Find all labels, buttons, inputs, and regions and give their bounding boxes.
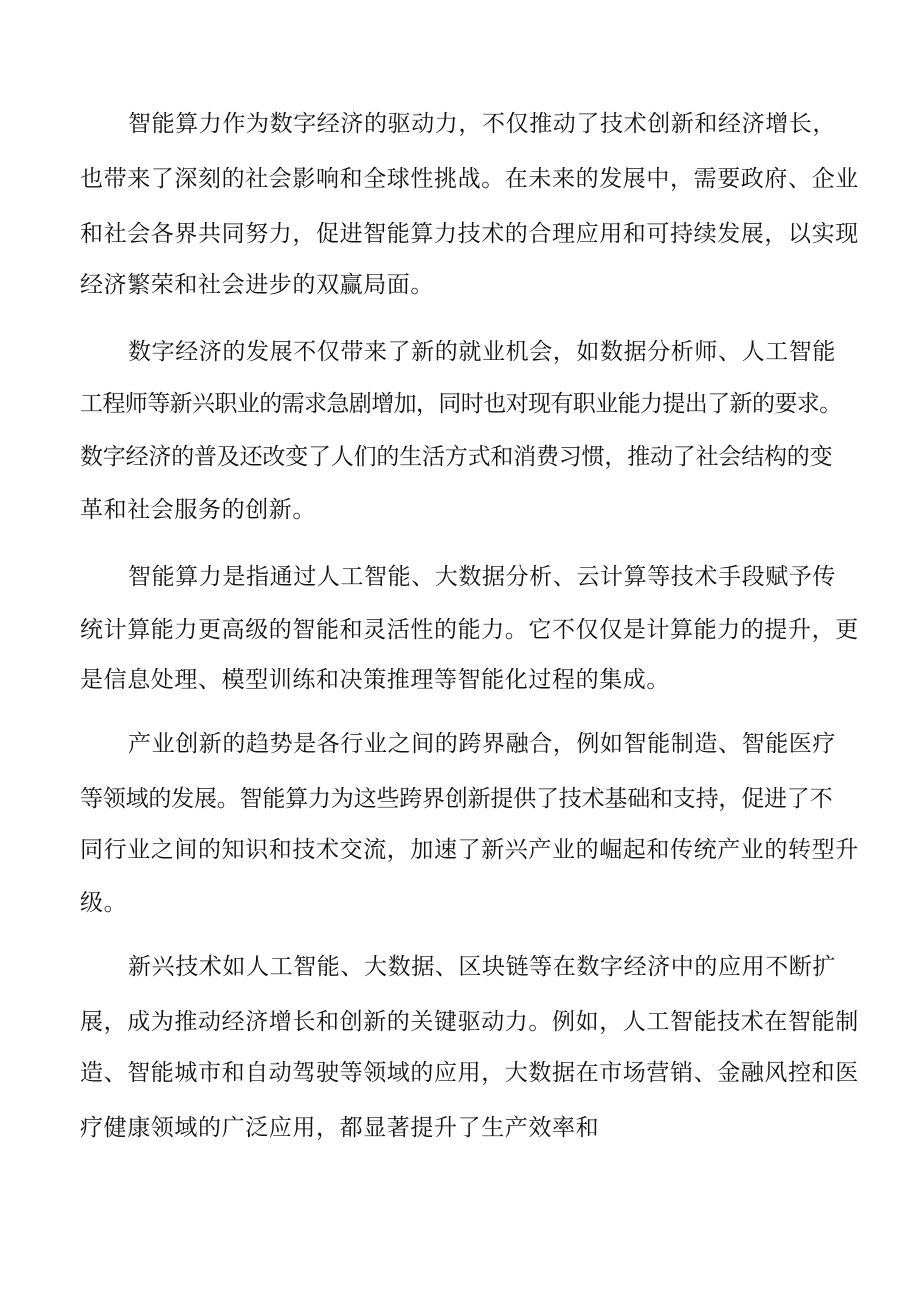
paragraph-5-line-1: 新兴技术如人工智能、大数据、区块链等在数字经济中的应用不断扩 bbox=[128, 954, 836, 980]
paragraph-3-line-3: 是信息处理、模型训练和决策推理等智能化过程的集成。 bbox=[80, 667, 670, 693]
paragraph-2-line-1: 数字经济的发展不仅带来了新的就业机会，如数据分析师、人工智能 bbox=[128, 339, 836, 365]
paragraph-5-line-2: 展，成为推动经济增长和创新的关键驱动力。例如，人工智能技术在智能制 bbox=[80, 1009, 859, 1035]
paragraph-4-line-3: 同行业之间的知识和技术交流，加速了新兴产业的崛起和传统产业的转型升 bbox=[80, 837, 859, 863]
paragraph-5-line-3: 造、智能城市和自动驾驶等领域的应用，大数据在市场营销、金融风控和医 bbox=[80, 1060, 859, 1086]
paragraph-3-line-2: 统计算能力更高级的智能和灵活性的能力。它不仅仅是计算能力的提升，更 bbox=[80, 617, 859, 643]
paragraph-1-line-2: 也带来了深刻的社会影响和全球性挑战。在未来的发展中，需要政府、企业 bbox=[80, 166, 859, 192]
paragraph-2-line-3: 数字经济的普及还改变了人们的生活方式和消费习惯，推动了社会结构的变 bbox=[80, 444, 833, 470]
paragraph-5-line-4: 疗健康领域的广泛应用，都显著提升了生产效率和 bbox=[80, 1115, 600, 1141]
paragraph-4-line-2: 等领域的发展。智能算力为这些跨界创新提供了技术基础和支持，促进了不 bbox=[80, 786, 833, 812]
paragraph-2-line-4: 革和社会服务的创新。 bbox=[80, 497, 316, 523]
paragraph-1-line-4: 经济繁荣和社会进步的双赢局面。 bbox=[80, 272, 434, 298]
paragraph-4-line-1: 产业创新的趋势是各行业之间的跨界融合，例如智能制造、智能医疗 bbox=[128, 731, 836, 757]
paragraph-2-line-2: 工程师等新兴职业的需求急剧增加，同时也对现有职业能力提出了新的要求。 bbox=[80, 391, 842, 417]
paragraph-1-line-3: 和社会各界共同努力，促进智能算力技术的合理应用和可持续发展，以实现 bbox=[80, 221, 859, 247]
paragraph-3-line-1: 智能算力是指通过人工智能、大数据分析、云计算等技术手段赋予传 bbox=[128, 564, 836, 590]
paragraph-1-line-1: 智能算力作为数字经济的驱动力，不仅推动了技术创新和经济增长， bbox=[128, 111, 836, 137]
paragraph-4-line-4: 级。 bbox=[80, 890, 128, 916]
